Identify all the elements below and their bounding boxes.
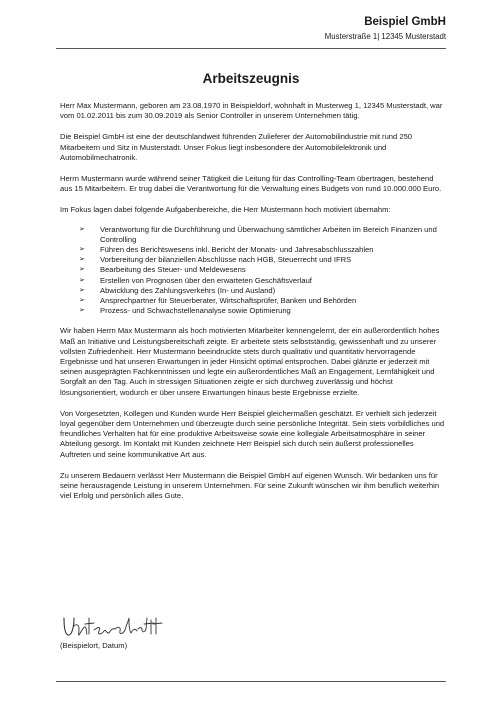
arrow-bullet-icon: ➢ bbox=[79, 297, 85, 305]
company-name: Beispiel GmbH bbox=[364, 16, 446, 28]
letterhead bbox=[325, 15, 446, 43]
footer-divider bbox=[56, 681, 446, 682]
list-item-text: Ansprechpartner für Steuerberater, Wirtschaftsprüfer, Banken und Behörden bbox=[100, 296, 357, 306]
arrow-bullet-icon: ➢ bbox=[79, 225, 85, 233]
list-item-text: Verantwortung für die Durchführung und Überwachung sämtlicher Arbeiten im Bereich Finanzen und Controlling bbox=[100, 224, 437, 244]
header-divider bbox=[56, 48, 446, 49]
task-list bbox=[60, 225, 445, 317]
list-item-text: Bearbeitung des Steuer- und Meldewesens bbox=[100, 265, 246, 275]
arrow-bullet-icon: ➢ bbox=[79, 307, 85, 315]
arrow-bullet-icon: ➢ bbox=[79, 266, 85, 274]
paragraph-performance: Wir haben Herrn Max Mustermann als hoch motivierten Mitarbeiter kennengelernt, der ein außerordentlich hohes Maß an Initiative und Leistungsbereitschaft zeigte. Er arbeitete stets selbstständig, gewissenhaft und zu unserer vollsten Zufriedenheit. Herr Mustermann beeindruckte stets durch qualitativ und quantitativ hervorragende Ergebnisse und hat unseren Erwartungen in jeder Hinsicht optimal entsprochen. Dabei glänzte er jederzeit mit seinen ausgeprägten Fachkenntnissen und legte ein außerordentliches Maß an Engagement, Lernfähigkeit und Sorgfalt an den Tag. Auch in stressigen Situationen zeigte er sich durchweg zuverlässig und höchst lösungsorientiert, wodurch er über unsere Erwartungen hinaus beste Ergebnisse erzielte. bbox=[60, 326, 440, 397]
list-item bbox=[79, 225, 445, 245]
list-item-text: Prozess- und Schwachstellenanalyse sowie Optimierung bbox=[100, 306, 291, 316]
list-item bbox=[79, 286, 445, 296]
arrow-bullet-icon: ➢ bbox=[79, 286, 85, 294]
paragraph-employment: Herr Max Mustermann, geboren am 23.08.1970 in Beispieldorf, wohnhaft in Musterweg 1, 12345 Musterstadt, war vom 01.02.2011 bis zum 30.09.2019 als Senior Controller in unserem Unternehmen tätig. bbox=[60, 101, 443, 121]
paragraph-conduct: Von Vorgesetzten, Kollegen und Kunden wurde Herr Beispiel gleichermaßen geschätzt. Er verhielt sich jederzeit loyal gegenüber dem Unternehmen und überzeugte durch seine persönliche Integrität. Sein stets vorbildliches und freundliches Verhalten hat für eine produktive Arbeitsweise sowie eine kollegiale Arbeitsatmosphäre in seiner Abteilung gesorgt. Im Kontakt mit Kunden zeichnete Herr Beispiel sich durch sein äußerst professionelles Auftreten und seine kommunikative Art aus. bbox=[60, 408, 445, 459]
paragraph-task-intro: Im Fokus lagen dabei folgende Aufgabenbereiche, die Herr Mustermann hoch motiviert übernahm: bbox=[60, 205, 391, 215]
arrow-bullet-icon: ➢ bbox=[79, 256, 85, 264]
arrow-bullet-icon: ➢ bbox=[79, 276, 85, 284]
paragraph-farewell: Zu unserem Bedauern verlässt Herr Mustermann die Beispiel GmbH auf eigenen Wunsch. Wir bedanken uns für seine herausragende Leistung in unserem Unternehmen. Für seine Zukunft wünschen wir ihm beruflich weiterhin viel Erfolg und persönlich alles Gute. bbox=[60, 470, 440, 501]
paragraph-company: Die Beispiel GmbH ist eine der deutschlandweit führenden Zulieferer der Automobilindustrie mit rund 250 Mitarbeitern und Sitz in Musterstadt. Unser Fokus liegt insbesondere der Automobilelektronik und Automobilmechatronik. bbox=[60, 132, 413, 162]
list-item bbox=[79, 255, 445, 265]
signature-caption: (Beispielort, Datum) bbox=[60, 641, 128, 650]
list-item-text: Vorbereitung der bilanziellen Abschlüsse nach HGB, Steuerrecht und IFRS bbox=[100, 255, 352, 265]
list-item bbox=[79, 296, 445, 306]
document-body bbox=[60, 101, 445, 513]
paragraph-responsibility: Herrn Mustermann wurde während seiner Tätigkeit die Leitung für das Controlling-Team übertragen, bestehend aus 15 Mitarbeitern. Er trug dabei die Verantwortung für die Verwaltung eines Budgets von rund 10.000.000 Euro. bbox=[60, 174, 442, 194]
list-item bbox=[79, 265, 445, 275]
list-item-text: Erstellen von Prognosen über den erwarteten Geschäftsverlauf bbox=[100, 275, 312, 285]
arrow-bullet-icon: ➢ bbox=[79, 246, 85, 254]
document-title: Arbeitszeugnis bbox=[202, 71, 300, 86]
list-item bbox=[79, 245, 445, 255]
list-item-text: Führen des Berichtswesens inkl. Bericht der Monats- und Jahresabschlusszahlen bbox=[100, 245, 374, 255]
list-item-text: Abwicklung des Zahlungsverkehrs (In- und Ausland) bbox=[100, 285, 276, 295]
list-item bbox=[79, 306, 445, 316]
list-item bbox=[79, 276, 445, 286]
company-address: Musterstraße 1| 12345 Musterstadt bbox=[324, 32, 446, 41]
